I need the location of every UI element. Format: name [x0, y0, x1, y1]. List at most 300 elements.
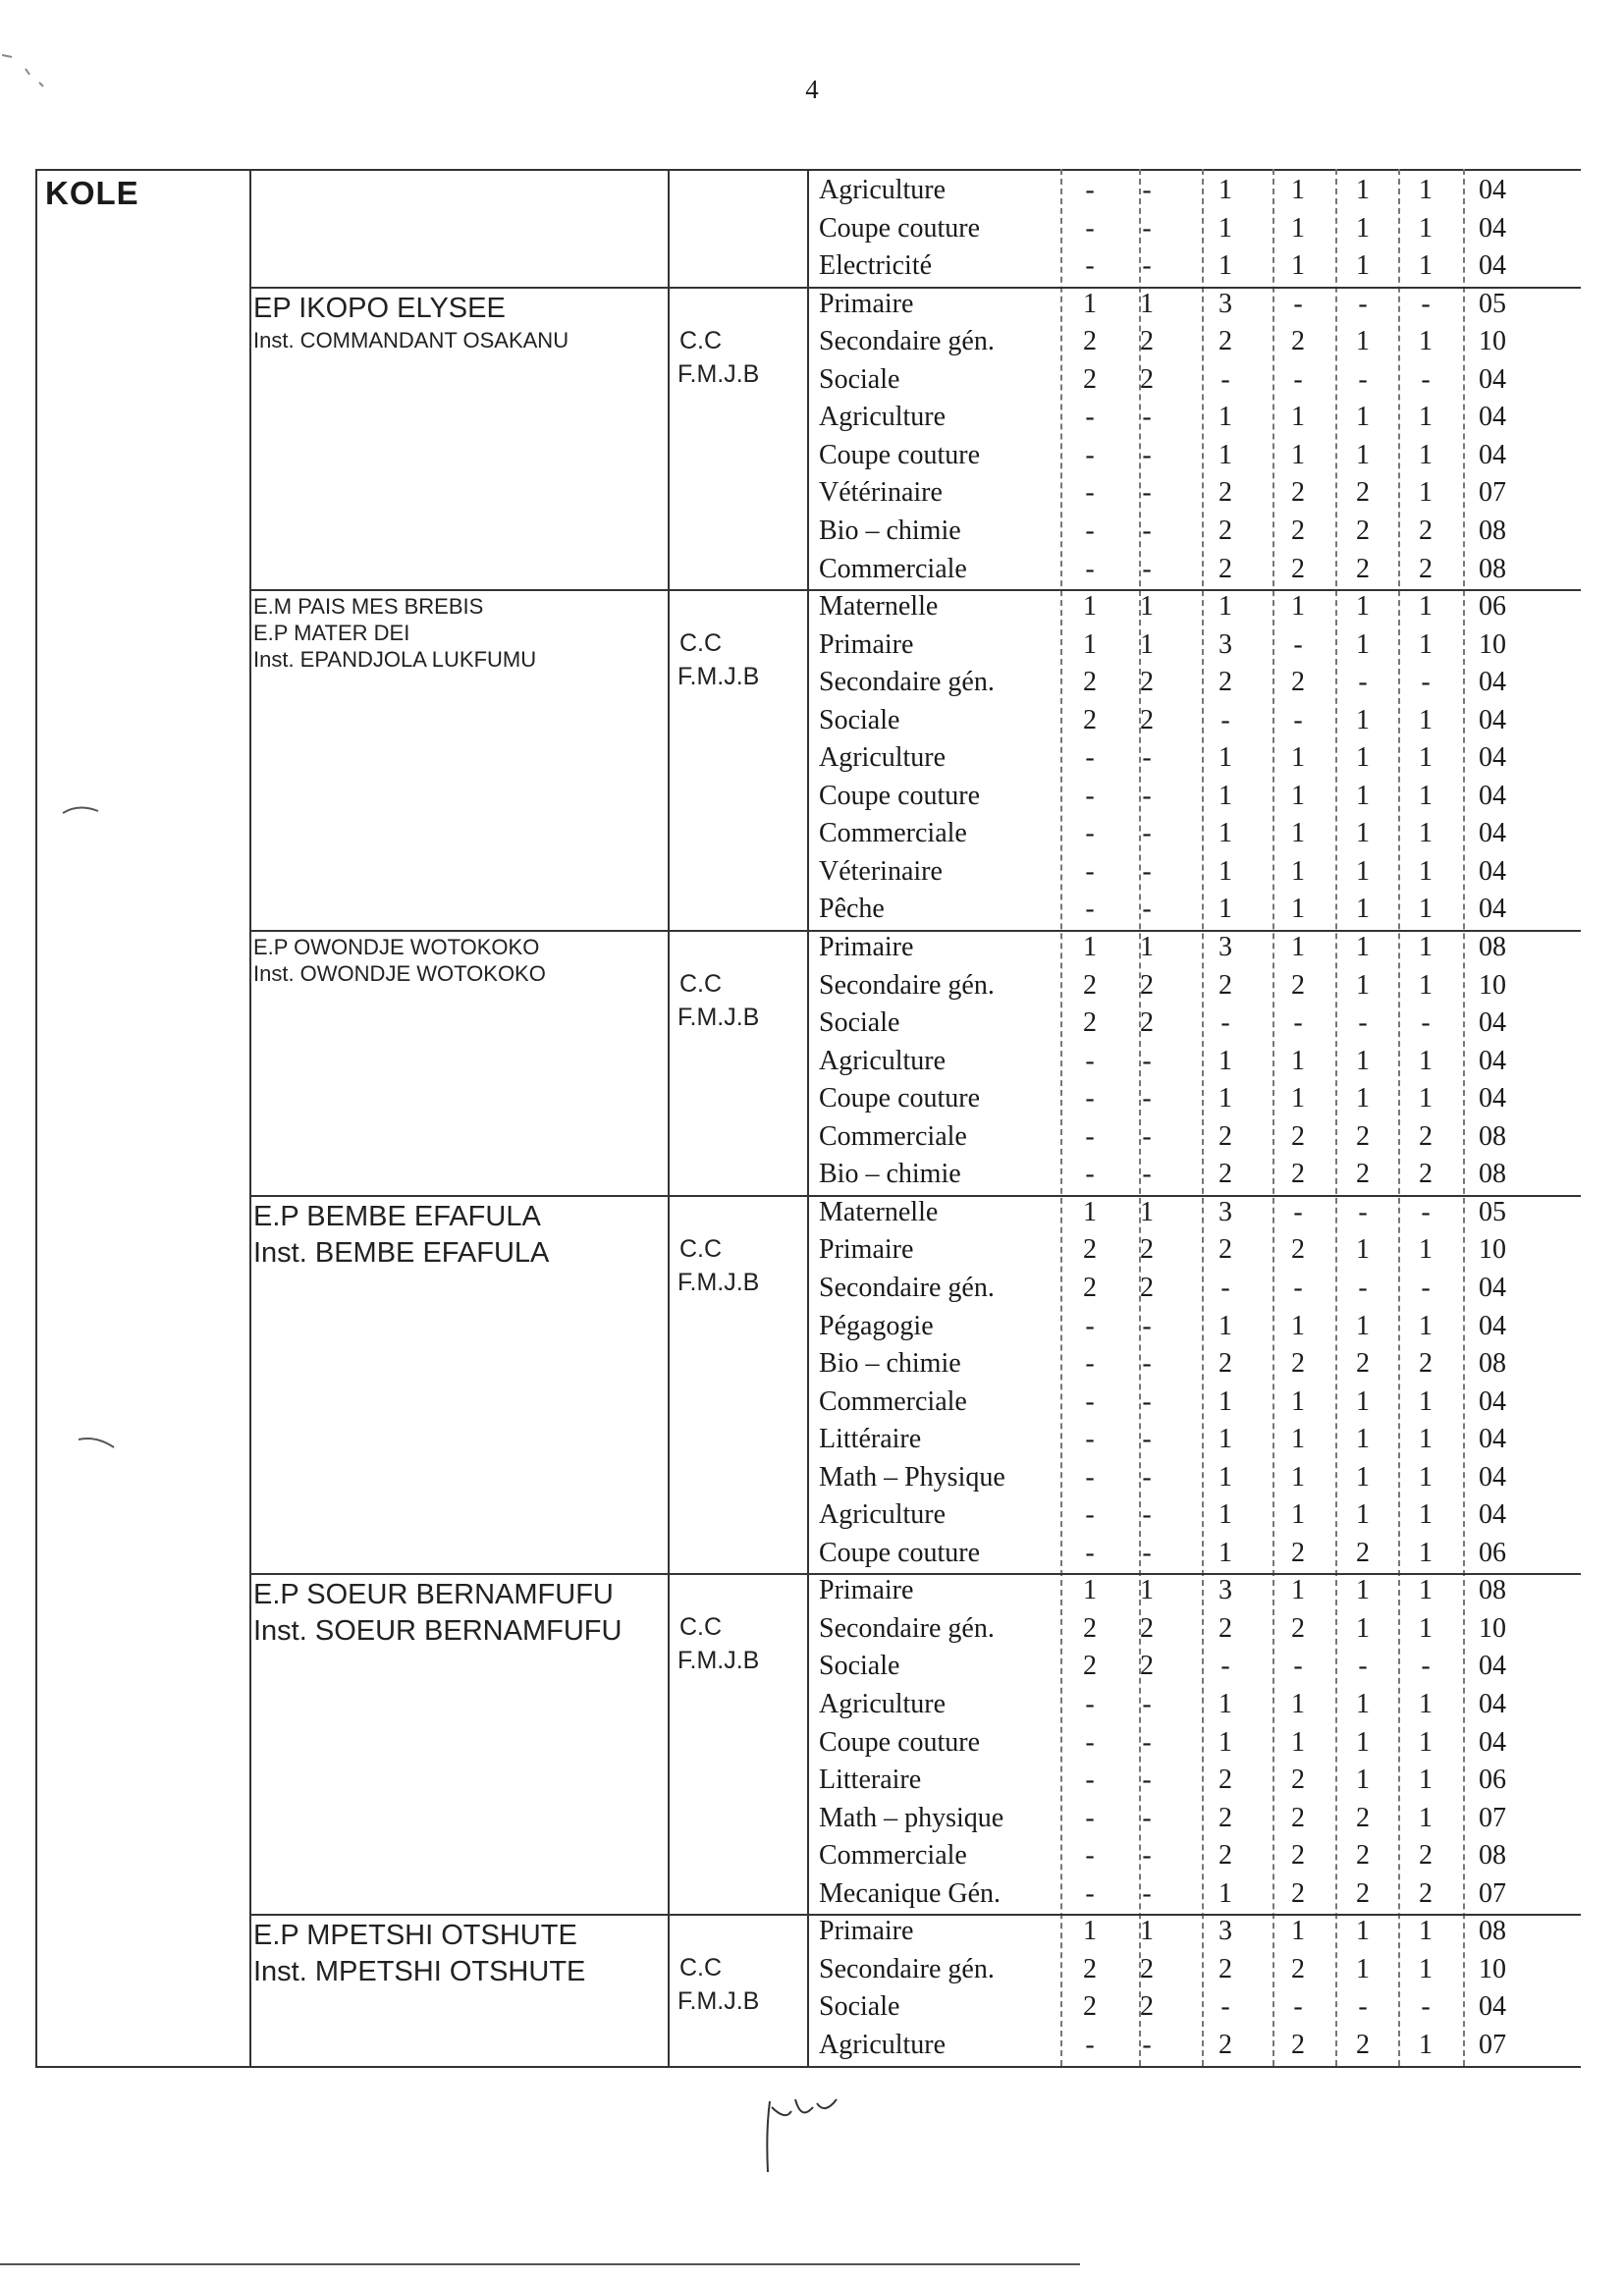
cell-value: -: [1142, 1461, 1152, 1493]
table-row: [805, 1687, 1581, 1724]
cell-value: 1: [1140, 932, 1154, 962]
cell-value: 2: [1140, 1272, 1154, 1303]
regime-label: F.M.J.B: [677, 359, 760, 388]
table-row: [805, 1005, 1581, 1043]
cell-value: -: [1085, 439, 1095, 470]
school-regime: [679, 324, 759, 391]
cell-value: -: [1085, 212, 1095, 244]
cell-value: 2: [1356, 2029, 1370, 2060]
cell-value: 2: [1218, 667, 1232, 698]
cell-value: -: [1085, 1877, 1095, 1909]
cell-value: 1: [1356, 1083, 1370, 1114]
cell-value: 1: [1419, 742, 1433, 774]
cell-value: 2: [1218, 553, 1232, 584]
section-name: Bio – chimie: [819, 515, 961, 546]
section-name: Bio – chimie: [819, 1159, 961, 1190]
table-row: [805, 627, 1581, 665]
cell-value: 1: [1218, 780, 1232, 811]
cell-value: -: [1085, 1310, 1095, 1341]
cell-value: 1: [1291, 591, 1305, 623]
cell-value: 1: [1218, 1877, 1232, 1909]
regime-label: C.C: [679, 1613, 723, 1642]
cell-value: 04: [1479, 1499, 1506, 1531]
cell-value: 1: [1140, 288, 1154, 319]
cell-value: 1: [1419, 477, 1433, 509]
cell-value: 2: [1291, 1877, 1305, 1909]
table-row: [805, 400, 1581, 437]
cell-value: 1: [1218, 591, 1232, 623]
cell-value: 1: [1218, 818, 1232, 849]
cell-value: 1: [1419, 1537, 1433, 1568]
cell-value: -: [1142, 855, 1152, 887]
scan-mark: [75, 1434, 134, 1453]
cell-value: 04: [1479, 780, 1506, 811]
table-row: [805, 779, 1581, 816]
section-name: Math – Physique: [819, 1461, 1005, 1493]
section-name: Secondaire gén.: [819, 969, 995, 1001]
cell-value: 1: [1356, 1575, 1370, 1606]
cell-value: 1: [1291, 175, 1305, 205]
cell-value: 2: [1291, 1159, 1305, 1190]
cell-value: 10: [1479, 628, 1506, 660]
cell-value: 1: [1218, 250, 1232, 282]
cell-value: -: [1421, 1991, 1431, 2023]
school-name: Inst. EPANDJOLA LUKFUMU: [253, 647, 537, 673]
cell-value: 2: [1083, 969, 1097, 1001]
cell-value: 04: [1479, 363, 1506, 395]
cell-value: 1: [1083, 1916, 1097, 1947]
cell-value: 1: [1356, 704, 1370, 735]
cell-value: 07: [1479, 1802, 1506, 1833]
cell-value: -: [1421, 1007, 1431, 1039]
section-name: Coupe couture: [819, 1537, 981, 1568]
cell-value: -: [1085, 2029, 1095, 2060]
school-name: E.P OWONDJE WOTOKOKO: [253, 935, 540, 959]
cell-value: 1: [1218, 1424, 1232, 1455]
table-row: [805, 2028, 1581, 2065]
school-regime: [679, 626, 759, 693]
cell-value: 1: [1419, 818, 1433, 849]
section-name: Primaire: [819, 1575, 914, 1606]
school-name: Inst. COMMANDANT OSAKANU: [253, 327, 569, 353]
cell-value: 04: [1479, 1726, 1506, 1758]
regime-label: F.M.J.B: [677, 1987, 760, 2016]
table-row: [805, 324, 1581, 361]
cell-value: 04: [1479, 1083, 1506, 1114]
cell-value: -: [1421, 1272, 1431, 1303]
cell-value: 1: [1419, 402, 1433, 433]
signature-mark: [746, 2082, 854, 2180]
cell-value: -: [1293, 704, 1303, 735]
regime-label: C.C: [679, 970, 723, 998]
cell-value: 2: [1291, 1953, 1305, 1984]
table-row: [805, 1271, 1581, 1308]
cell-value: -: [1421, 1196, 1431, 1227]
cell-value: 1: [1218, 212, 1232, 244]
cell-value: -: [1142, 780, 1152, 811]
cell-value: -: [1358, 1991, 1368, 2023]
cell-value: 1: [1419, 1310, 1433, 1341]
cell-value: 08: [1479, 515, 1506, 546]
cell-value: -: [1220, 363, 1230, 395]
cell-value: 2: [1291, 1234, 1305, 1266]
cell-value: 1: [1419, 1802, 1433, 1833]
cell-value: 2: [1140, 1651, 1154, 1682]
cell-value: 1: [1419, 780, 1433, 811]
cell-value: 1: [1419, 932, 1433, 962]
table-row: [805, 1649, 1581, 1686]
regime-label: C.C: [679, 326, 723, 354]
section-name: Agriculture: [819, 402, 947, 433]
cell-value: 2: [1356, 515, 1370, 546]
cell-value: 2: [1356, 1802, 1370, 1833]
school-names: [253, 1577, 622, 1650]
scan-mark: [59, 801, 118, 821]
cell-value: 1: [1218, 894, 1232, 925]
table-row: [805, 1536, 1581, 1573]
table-row: [805, 438, 1581, 475]
table-row: [805, 703, 1581, 740]
school-regime: [679, 1951, 759, 2018]
cell-value: 04: [1479, 1045, 1506, 1076]
cell-value: -: [1085, 1802, 1095, 1833]
table-row: [805, 1044, 1581, 1081]
cell-value: 1: [1218, 175, 1232, 205]
cell-value: 08: [1479, 1916, 1506, 1947]
cell-value: 1: [1218, 1310, 1232, 1341]
cell-value: -: [1085, 1840, 1095, 1872]
section-name: Pégagogie: [819, 1310, 934, 1341]
cell-value: 2: [1291, 667, 1305, 698]
cell-value: -: [1358, 1007, 1368, 1039]
section-name: Primaire: [819, 1234, 914, 1266]
cell-value: -: [1142, 1726, 1152, 1758]
cell-value: 1: [1291, 1424, 1305, 1455]
cell-value: 2: [1218, 1802, 1232, 1833]
cell-value: 08: [1479, 1840, 1506, 1872]
table-row: [805, 1195, 1581, 1232]
bottom-rule: [0, 2263, 1080, 2265]
table-row: [805, 892, 1581, 929]
school-name: E.P BEMBE EFAFULA: [253, 1200, 541, 1232]
section-name: Véterinaire: [819, 855, 943, 887]
cell-value: 1: [1419, 1916, 1433, 1947]
cell-value: 04: [1479, 818, 1506, 849]
cell-value: 1: [1419, 704, 1433, 735]
cell-value: 2: [1419, 1120, 1433, 1152]
cell-value: 2: [1140, 1953, 1154, 1984]
section-name: Litteraire: [819, 1765, 922, 1796]
cell-value: 2: [1083, 326, 1097, 357]
cell-value: -: [1142, 1159, 1152, 1190]
cell-value: 1: [1140, 1916, 1154, 1947]
cell-value: 04: [1479, 1461, 1506, 1493]
cell-value: 1: [1419, 1575, 1433, 1606]
cell-value: 1: [1218, 1461, 1232, 1493]
cell-value: -: [1085, 1461, 1095, 1493]
cell-value: 2: [1140, 326, 1154, 357]
section-name: Coupe couture: [819, 780, 981, 811]
section-name: Math – physique: [819, 1802, 1004, 1833]
table-row: [805, 665, 1581, 702]
section-name: Coupe couture: [819, 1726, 981, 1758]
cell-value: 2: [1218, 1234, 1232, 1266]
cell-value: -: [1142, 515, 1152, 546]
cell-value: 1: [1419, 1234, 1433, 1266]
table-row: [805, 1914, 1581, 1951]
table-row: [805, 1573, 1581, 1610]
cell-value: 3: [1218, 1575, 1232, 1606]
cell-value: -: [1085, 1348, 1095, 1380]
table-row: [805, 248, 1581, 286]
section-name: Primaire: [819, 288, 914, 319]
cell-value: -: [1085, 1499, 1095, 1531]
cell-value: 2: [1218, 969, 1232, 1001]
table-row: [805, 211, 1581, 248]
table-row: [805, 173, 1581, 210]
cell-value: 04: [1479, 1272, 1506, 1303]
table-row: [805, 589, 1581, 626]
cell-value: 2: [1218, 515, 1232, 546]
cell-value: 2: [1419, 515, 1433, 546]
table-rule: [35, 169, 37, 2068]
section-name: Sociale: [819, 704, 900, 735]
cell-value: -: [1142, 1499, 1152, 1531]
cell-value: -: [1358, 288, 1368, 319]
cell-value: -: [1142, 1348, 1152, 1380]
cell-value: -: [1142, 894, 1152, 925]
cell-value: -: [1293, 628, 1303, 660]
table-row: [805, 475, 1581, 513]
school-name: E.M PAIS MES BREBIS: [253, 594, 484, 620]
cell-value: -: [1085, 175, 1095, 205]
cell-value: 1: [1291, 1083, 1305, 1114]
cell-value: 1: [1419, 1765, 1433, 1796]
regime-label: C.C: [679, 1954, 723, 1982]
region-name: KOLE: [45, 175, 139, 211]
table-row: [805, 1838, 1581, 1875]
table-row: [805, 1611, 1581, 1649]
cell-value: 1: [1291, 780, 1305, 811]
table-row: [805, 1497, 1581, 1535]
scan-mark: [0, 20, 59, 98]
table-row: [805, 1989, 1581, 2027]
table-row: [805, 740, 1581, 778]
cell-value: 1: [1083, 591, 1097, 623]
cell-value: 1: [1140, 591, 1154, 623]
section-name: Primaire: [819, 628, 914, 660]
cell-value: 2: [1218, 1348, 1232, 1380]
table-row: [805, 816, 1581, 853]
table-row: [805, 1725, 1581, 1763]
table-rule: [668, 169, 670, 2068]
cell-value: -: [1142, 477, 1152, 509]
section-name: Primaire: [819, 1916, 914, 1947]
section-name: Commerciale: [819, 553, 967, 584]
table-row: [805, 362, 1581, 400]
cell-value: -: [1220, 704, 1230, 735]
cell-value: 2: [1291, 1802, 1305, 1833]
cell-value: 2: [1291, 477, 1305, 509]
table-rule: [249, 169, 251, 2068]
cell-value: 2: [1218, 1840, 1232, 1872]
cell-value: 1: [1356, 1234, 1370, 1266]
cell-value: 1: [1291, 1689, 1305, 1719]
cell-value: 04: [1479, 175, 1506, 205]
cell-value: 1: [1356, 1953, 1370, 1984]
school-name: E.P MATER DEI: [253, 621, 410, 646]
cell-value: 1: [1356, 402, 1370, 433]
cell-value: -: [1293, 288, 1303, 319]
cell-value: -: [1142, 1537, 1152, 1568]
cell-value: 1: [1356, 855, 1370, 887]
section-name: Agriculture: [819, 1689, 947, 1719]
cell-value: -: [1142, 742, 1152, 774]
cell-value: 1: [1356, 969, 1370, 1001]
cell-value: -: [1142, 1877, 1152, 1909]
table-row: [805, 1801, 1581, 1838]
cell-value: 1: [1083, 1575, 1097, 1606]
cell-value: 07: [1479, 2029, 1506, 2060]
cell-value: 1: [1419, 1726, 1433, 1758]
cell-value: 08: [1479, 1575, 1506, 1606]
cell-value: 08: [1479, 553, 1506, 584]
cell-value: 2: [1356, 1348, 1370, 1380]
cell-value: 1: [1356, 1612, 1370, 1644]
table-row: [805, 552, 1581, 589]
cell-value: -: [1220, 1272, 1230, 1303]
school-name: Inst. OWONDJE WOTOKOKO: [253, 961, 546, 986]
regime-label: C.C: [679, 1234, 723, 1263]
section-name: Agriculture: [819, 1045, 947, 1076]
cell-value: -: [1085, 515, 1095, 546]
cell-value: 1: [1218, 1726, 1232, 1758]
cell-value: -: [1293, 1007, 1303, 1039]
cell-value: 04: [1479, 1007, 1506, 1039]
cell-value: 2: [1140, 1991, 1154, 2023]
cell-value: 1: [1291, 1310, 1305, 1341]
cell-value: 2: [1083, 1272, 1097, 1303]
school-name: Inst. MPETSHI OTSHUTE: [253, 1956, 586, 1988]
cell-value: 2: [1083, 1651, 1097, 1682]
cell-value: 2: [1083, 1007, 1097, 1039]
cell-value: 1: [1419, 212, 1433, 244]
cell-value: -: [1085, 742, 1095, 774]
section-name: Secondaire gén.: [819, 1612, 995, 1644]
table-row: [805, 1952, 1581, 1989]
cell-value: 06: [1479, 591, 1506, 623]
cell-value: 2: [1291, 1537, 1305, 1568]
section-name: Electricité: [819, 250, 933, 282]
section-name: Secondaire gén.: [819, 326, 995, 357]
section-name: Commerciale: [819, 1385, 967, 1417]
cell-value: -: [1085, 1083, 1095, 1114]
cell-value: 04: [1479, 1651, 1506, 1682]
cell-value: -: [1358, 667, 1368, 698]
cell-value: 1: [1419, 1689, 1433, 1719]
table-row: [805, 930, 1581, 967]
cell-value: 2: [1083, 1234, 1097, 1266]
school-regime: [679, 967, 759, 1034]
cell-value: 1: [1419, 855, 1433, 887]
cell-value: 1: [1291, 1385, 1305, 1417]
cell-value: 1: [1291, 1575, 1305, 1606]
cell-value: 1: [1356, 894, 1370, 925]
cell-value: 1: [1291, 855, 1305, 887]
section-name: Pêche: [819, 894, 885, 925]
section-name: Bio – chimie: [819, 1348, 961, 1380]
table-row: [805, 1232, 1581, 1270]
regime-label: F.M.J.B: [677, 1647, 760, 1675]
cell-value: -: [1085, 1045, 1095, 1076]
cell-value: -: [1142, 1689, 1152, 1719]
section-name: Secondaire gén.: [819, 1953, 995, 1984]
cell-value: 08: [1479, 932, 1506, 962]
cell-value: 06: [1479, 1765, 1506, 1796]
cell-value: 1: [1356, 212, 1370, 244]
section-name: Primaire: [819, 932, 914, 962]
regime-label: F.M.J.B: [677, 1004, 760, 1031]
cell-value: -: [1142, 1765, 1152, 1796]
cell-value: 1: [1291, 894, 1305, 925]
cell-value: -: [1085, 818, 1095, 849]
cell-value: -: [1085, 780, 1095, 811]
school-name: E.P SOEUR BERNAMFUFU: [253, 1579, 614, 1611]
cell-value: 1: [1218, 439, 1232, 470]
cell-value: 2: [1140, 969, 1154, 1001]
section-name: Agriculture: [819, 1499, 947, 1531]
cell-value: 1: [1218, 1045, 1232, 1076]
cell-value: 1: [1356, 1045, 1370, 1076]
cell-value: 1: [1083, 932, 1097, 962]
cell-value: -: [1142, 1310, 1152, 1341]
cell-value: -: [1142, 1840, 1152, 1872]
section-name: Agriculture: [819, 175, 947, 205]
cell-value: -: [1142, 1083, 1152, 1114]
cell-value: 1: [1356, 932, 1370, 962]
cell-value: 2: [1218, 2029, 1232, 2060]
cell-value: -: [1220, 1991, 1230, 2023]
section-name: Sociale: [819, 363, 900, 395]
cell-value: 06: [1479, 1537, 1506, 1568]
table-row: [805, 1876, 1581, 1914]
cell-value: 04: [1479, 894, 1506, 925]
section-name: Commerciale: [819, 818, 967, 849]
school-regime: [679, 1610, 759, 1677]
section-name: Sociale: [819, 1007, 900, 1039]
cell-value: 2: [1291, 1765, 1305, 1796]
cell-value: -: [1358, 1196, 1368, 1227]
cell-value: 1: [1356, 1310, 1370, 1341]
cell-value: -: [1085, 894, 1095, 925]
school-names: [253, 593, 536, 673]
cell-value: -: [1293, 1651, 1303, 1682]
section-name: Commerciale: [819, 1840, 967, 1872]
cell-value: 3: [1218, 288, 1232, 319]
cell-value: -: [1293, 363, 1303, 395]
cell-value: 1: [1291, 439, 1305, 470]
cell-value: 07: [1479, 477, 1506, 509]
cell-value: 1: [1356, 818, 1370, 849]
school-name: Inst. BEMBE EFAFULA: [253, 1236, 550, 1269]
cell-value: 04: [1479, 212, 1506, 244]
cell-value: -: [1142, 818, 1152, 849]
table-row: [805, 1081, 1581, 1118]
cell-value: 1: [1356, 591, 1370, 623]
cell-value: 04: [1479, 1991, 1506, 2023]
cell-value: 2: [1291, 1840, 1305, 1872]
cell-value: -: [1085, 1424, 1095, 1455]
